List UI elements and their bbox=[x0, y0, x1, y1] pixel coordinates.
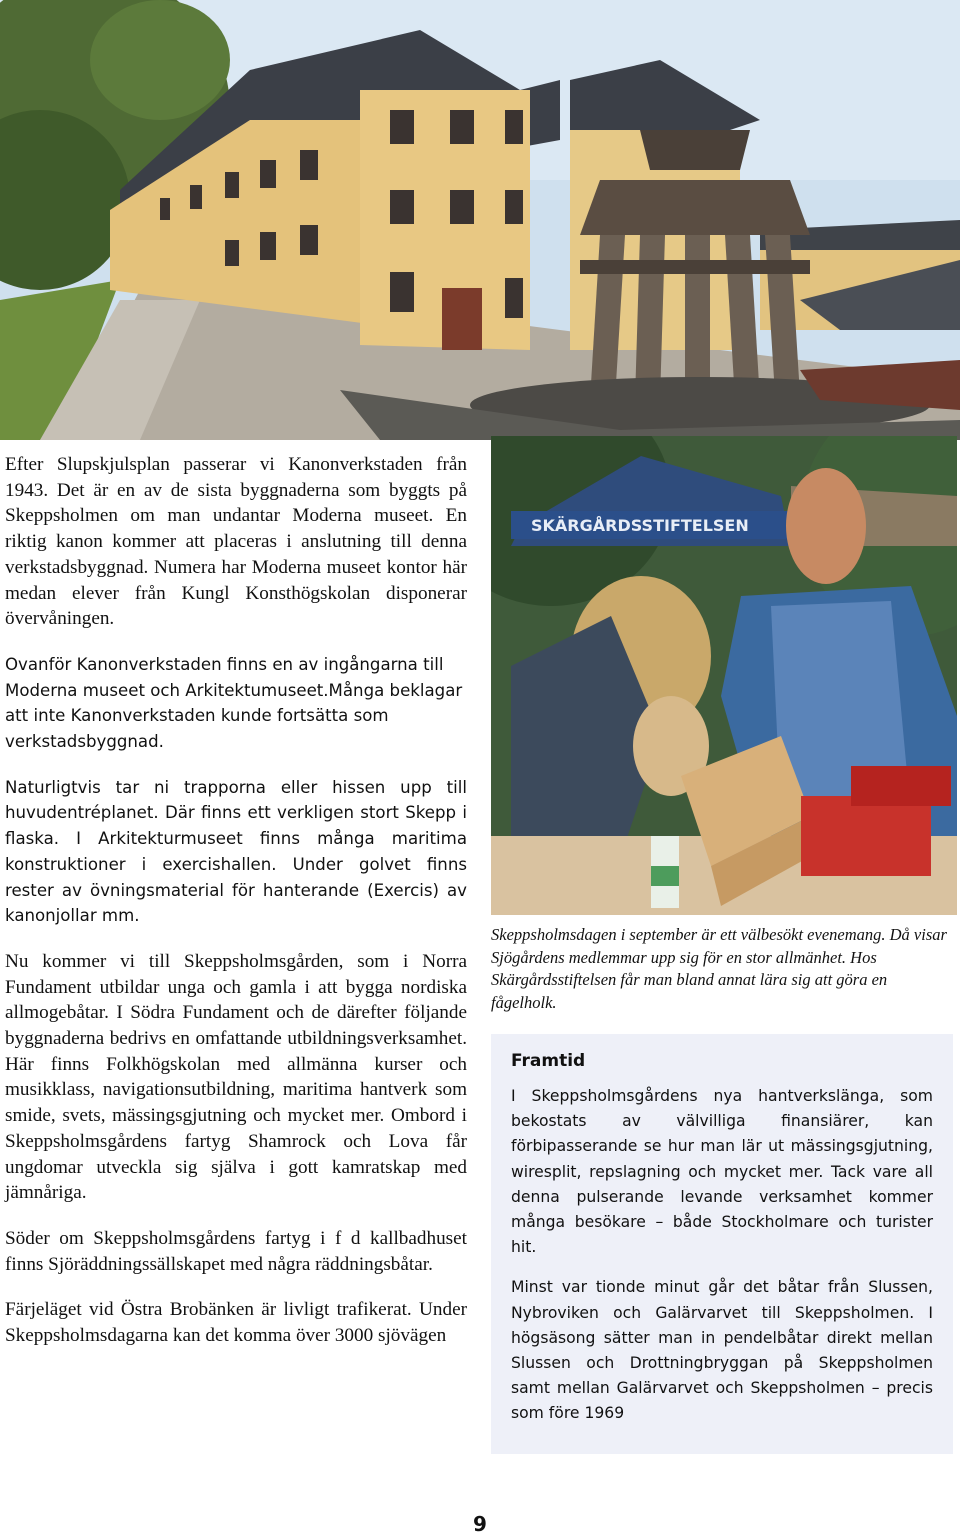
paragraph-skeppsholmsgarden: Nu kommer vi till Skeppsholmsgården, som i Norra Fundament utbildar unga och gamla i att bygga nordiska allmogebåtar. I Södra Fundament och de därefter följande byggnaderna bedrivs en omfattande utbildningsverksamhet. Här finns Folkhögskolan med allmänna kurser och musikklass, navigationsutbildning, maritima hantverk som smide, svets, mässingsgjutning och mycket mer. Ombord i Skeppsholmsgårdens fartyg Shamrock och Lova får ungdomar utveckla sig själva i gott kamratskap med jämnåriga. bbox=[5, 950, 467, 1204]
framtid-box bbox=[491, 1034, 953, 1454]
tent-sign-text: SKÄRGÅRDSSTIFTELSEN bbox=[531, 516, 749, 535]
framtid-paragraph-batar: Minst var tionde minut går det båtar från Slussen, Nybroviken och Galärvarvet till Skeppsholmen. I högsäsong sätter man in pendelbåtar direkt mellan Slussen och Drottningbryggan på Skeppsholmen samt mellan Galärvarvet och Skeppsholmen – precis som före 1969 bbox=[511, 1278, 933, 1423]
photo-kanonverkstaden bbox=[0, 0, 960, 440]
framtid-title: Framtid bbox=[511, 1051, 586, 1071]
page-number: 9 bbox=[473, 1512, 487, 1536]
paragraph-kanonverkstaden: Efter Slupskjulsplan passerar vi Kanonverkstaden från 1943. Det är en av de sista byggnaderna som byggts på Skeppsholmen om man undantar Moderna museet. En riktig kanon kommer att placeras i anslutning till denna verkstadsbyggnad. Numera har Moderna museet kontor här medan elever från Kungl Konsthögskolan disponerar övervåningen. bbox=[5, 454, 467, 630]
paragraph-huvudentre: Naturligtvis tar ni trapporna eller hissen upp till huvudentréplanet. Där finns ett verkligen stort Skepp i flaska. I Arkitekturmuseet finns många maritima konstruktioner i exercishallen. Under golvet finns rester av övningsmaterial för hanterande (Exercis) av kanonjollar mm. bbox=[5, 777, 467, 926]
photo-skeppsholmsdagen bbox=[491, 436, 957, 915]
paragraph-ingangar: Ovanför Kanonverkstaden finns en av ingångarna till Moderna museet och Arkitektumuseet.Många beklagar att inte Kanonverkstaden kunde fortsätta som verkstadsbyggnad. bbox=[5, 654, 463, 752]
paragraph-farjelaget: Färjeläget vid Östra Brobänken är livligt trafikerat. Under Skeppsholmsdagarna kan det komma över 3000 sjövägen bbox=[5, 1299, 467, 1347]
framtid-paragraph-hantverkslanga: I Skeppsholmsgårdens nya hantverkslänga, som bekostats av välvilliga finansiärer, kan förbipasserande se hur man lär ut mässingsgjutning, wiresplit, repslagning och mycket mer. Tack vare all denna pulserande levande verksamhet kommer många besökare – både Stockholmare och turister hit. bbox=[511, 1087, 933, 1257]
left-text-column bbox=[5, 452, 467, 1369]
paragraph-sjoraddning: Söder om Skeppsholmsgårdens fartyg i f d kallbadhuset finns Sjöräddningssällskapet med några räddningsbåtar. bbox=[5, 1227, 467, 1275]
photo-caption: Skeppsholmsdagen i september är ett välbesökt evenemang. Då visar Sjögårdens medlemmar upp sig för en stor allmänhet. Hos Skärgårdsstiftelsen får man bland annat lära sig att göra en fågelholk. bbox=[491, 925, 947, 1012]
